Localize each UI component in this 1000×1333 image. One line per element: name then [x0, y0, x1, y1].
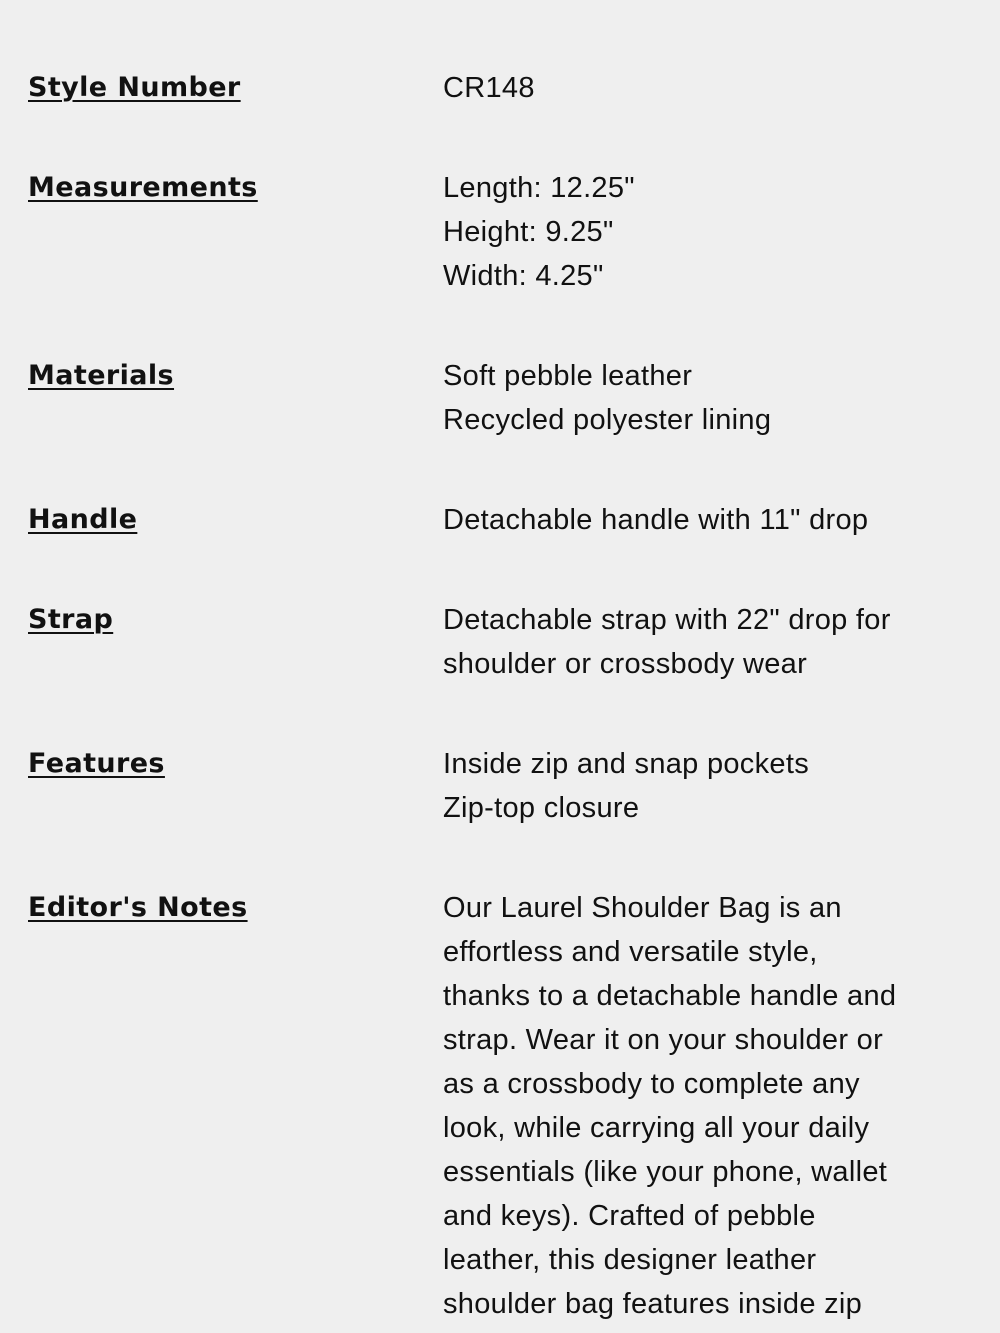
value-line: Recycled polyester lining: [443, 404, 772, 436]
spec-label: Style Number: [28, 72, 241, 103]
value-line: shoulder or crossbody wear: [443, 648, 808, 680]
value-line: Our Laurel Shoulder Bag is an: [443, 892, 842, 924]
value-line: Height: 9.25": [443, 216, 614, 248]
value-line: Length: 12.25": [443, 172, 635, 204]
value-line: Inside zip and snap pockets: [443, 748, 809, 780]
value-line: leather, this designer leather: [443, 1244, 817, 1276]
spec-value: [443, 354, 771, 442]
spec-value: [443, 742, 809, 830]
value-line: shoulder bag features inside zip: [443, 1288, 863, 1320]
value-line: effortless and versatile style,: [443, 936, 818, 968]
spec-label: Measurements: [28, 172, 258, 203]
value-line: look, while carrying all your daily: [443, 1112, 870, 1144]
spec-value: [443, 66, 535, 110]
spec-label: Strap: [28, 604, 114, 635]
value-line: Zip-top closure: [443, 792, 640, 824]
value-line: Width: 4.25": [443, 260, 604, 292]
spec-label: Materials: [28, 360, 175, 391]
value-line: CR148: [443, 72, 535, 104]
spec-value: [443, 498, 868, 542]
spec-label: Handle: [28, 504, 138, 535]
spec-label: Features: [28, 748, 165, 779]
value-line: thanks to a detachable handle and: [443, 980, 897, 1012]
value-line: essentials (like your phone, wallet: [443, 1156, 888, 1188]
spec-value: [443, 166, 635, 298]
value-line: Detachable strap with 22" drop for: [443, 604, 891, 636]
value-line: Detachable handle with 11" drop: [443, 504, 869, 536]
value-line: as a crossbody to complete any: [443, 1068, 860, 1100]
value-line: and keys). Crafted of pebble: [443, 1200, 816, 1232]
editors-notes-text: [443, 886, 896, 1326]
spec-label: Editor's Notes: [28, 892, 248, 923]
value-line: strap. Wear it on your shoulder or: [443, 1024, 884, 1056]
spec-value: [443, 598, 891, 686]
value-line: Soft pebble leather: [443, 360, 693, 392]
